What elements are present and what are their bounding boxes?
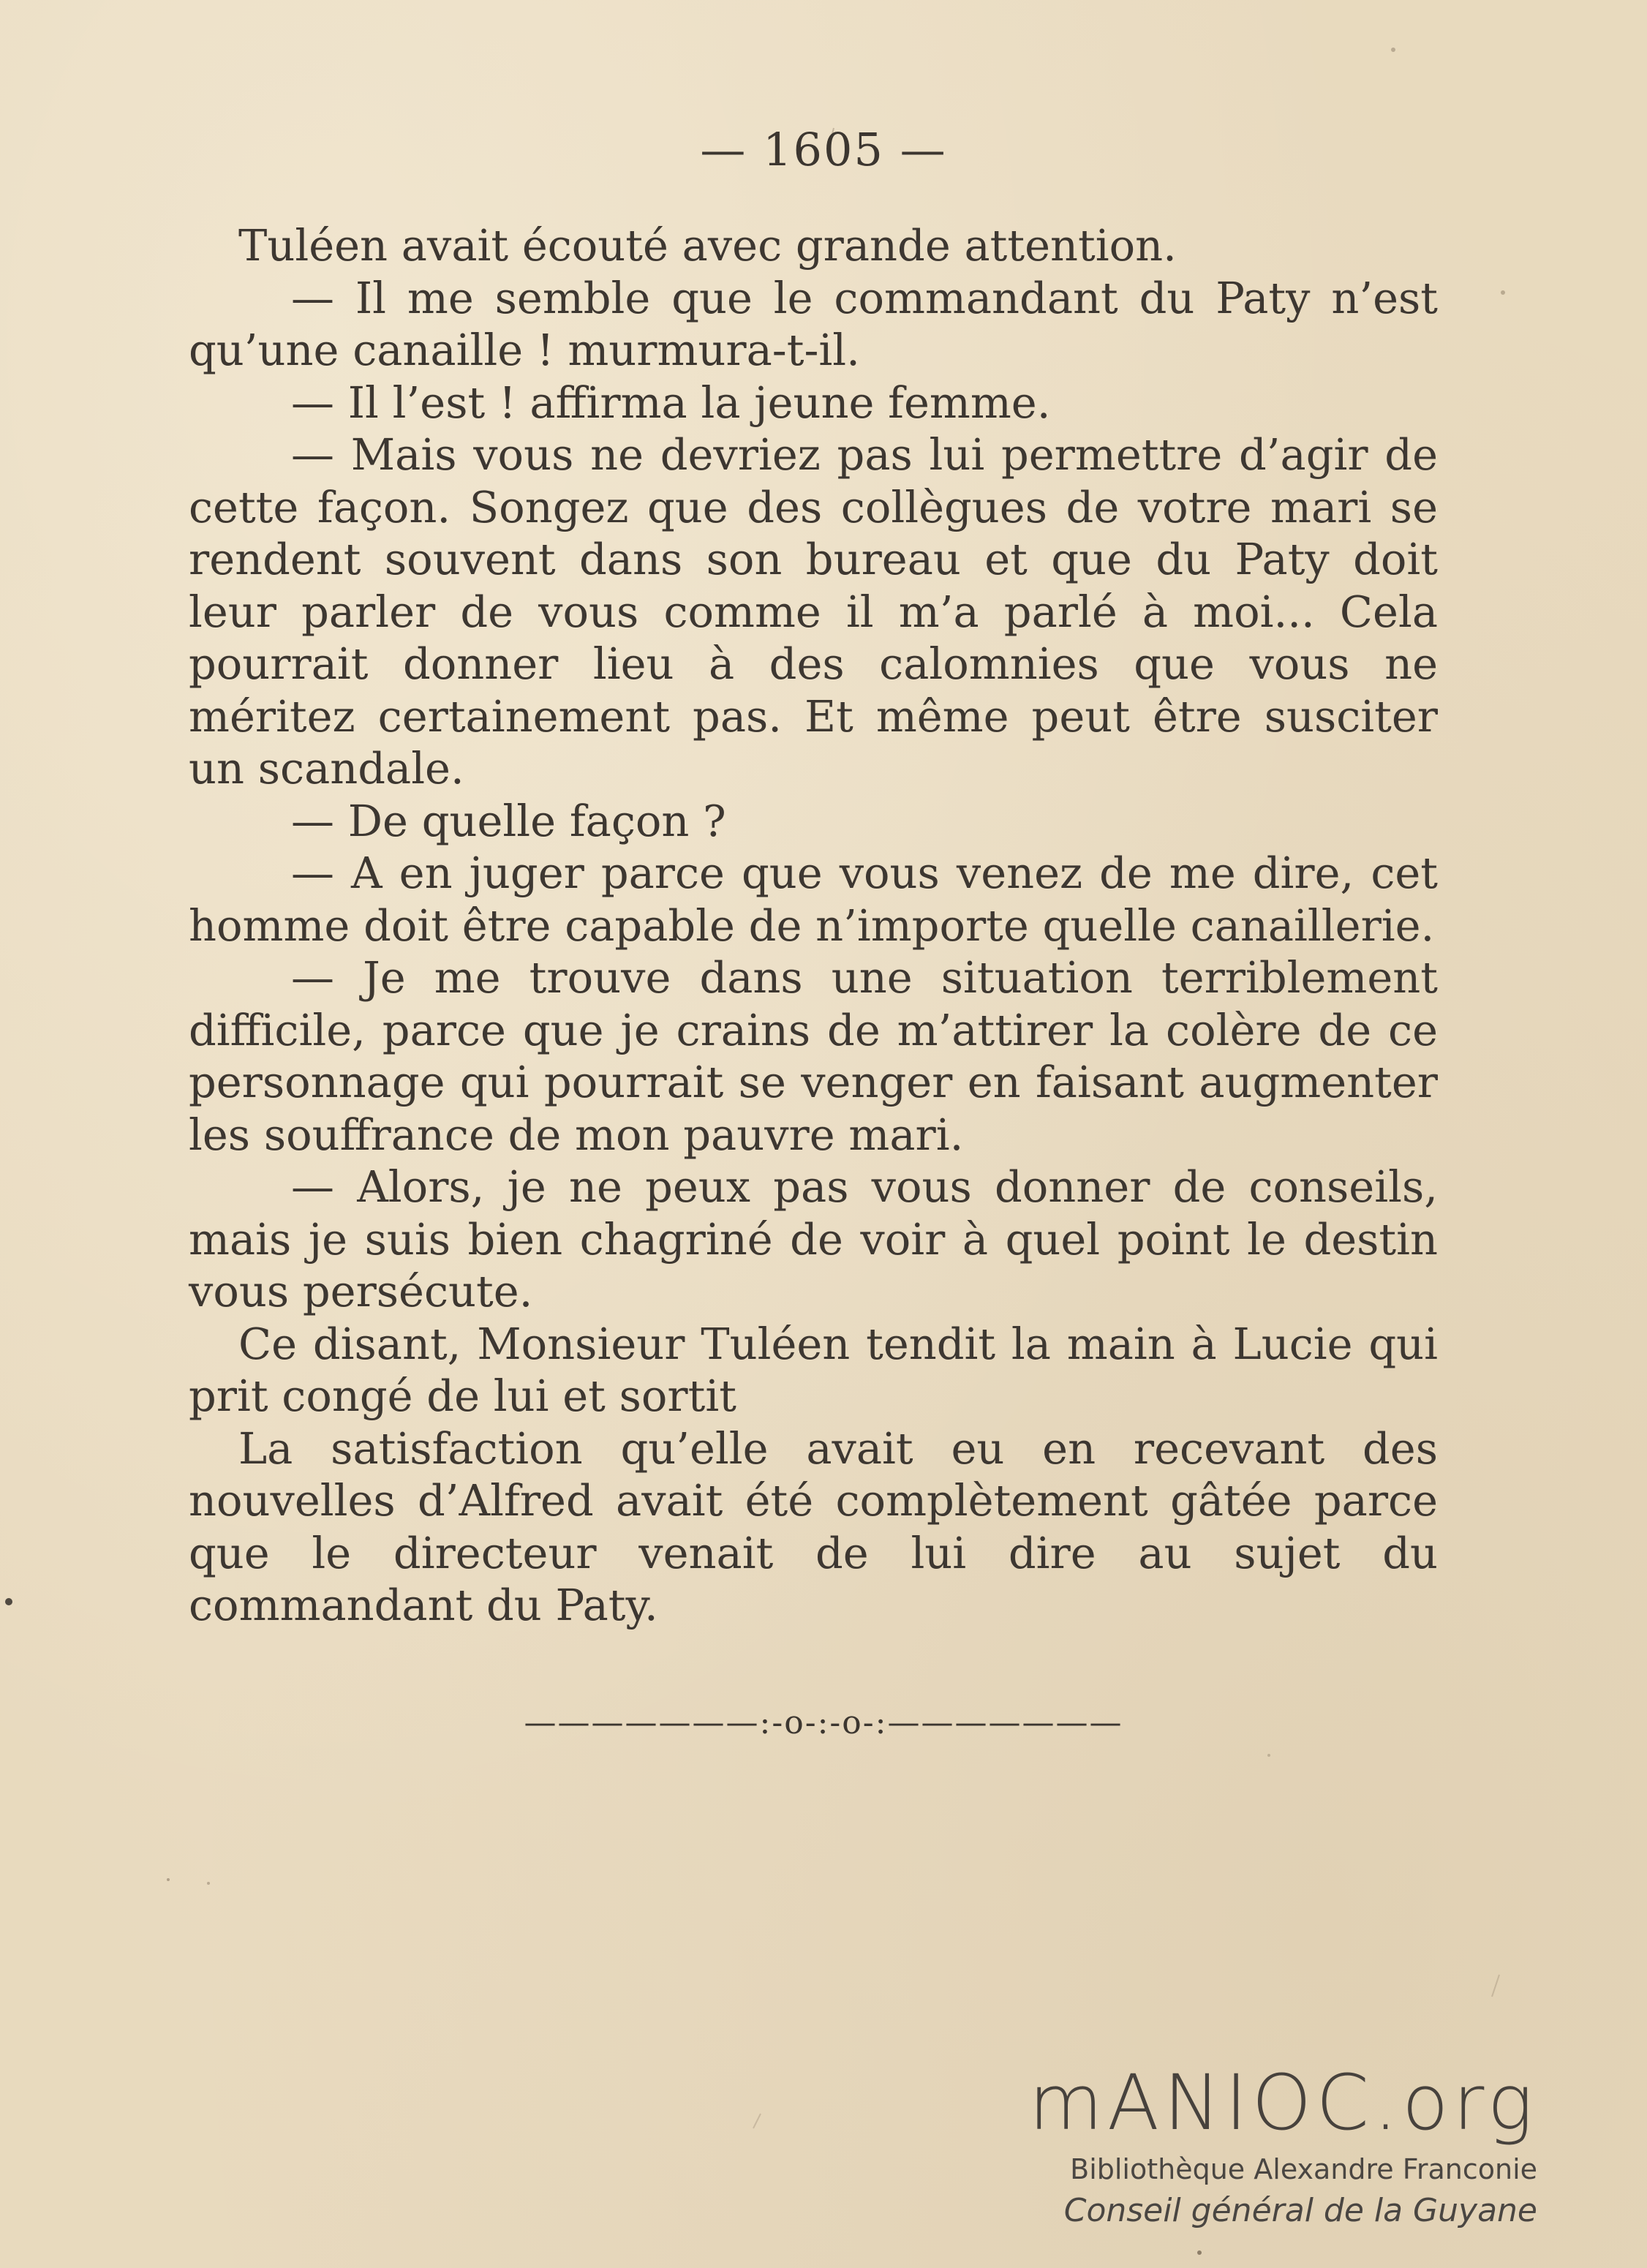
paragraph-7: — Je me trouve dans une situation terriblement difficile, parce que je crains de m’attirer la colère de ce personnage qui pourrait se venger en faisant augmenter les souffrance de mon pauvre mari. [189,952,1438,1160]
body-text [189,219,1438,1632]
paragraph-5: — De quelle façon ? [291,795,726,846]
paragraph-8: — Alors, je ne peux pas vous donner de conseils, mais je suis bien chagriné de voir à quel point le destin vous persécute. [189,1161,1438,1316]
paragraph-10: La satisfaction qu’elle avait eu en recevant des nouvelles d’Alfred avait été complètement gâtée parce que le directeur venait de lui dire au sujet du commandant du Paty. [189,1423,1438,1630]
page-number: — 1605 — [700,123,947,176]
watermark-council: Conseil général de la Guyane [1063,2192,1537,2229]
paragraph-3: — Il l’est ! affirma la jeune femme. [291,377,1051,428]
paragraph-4: — Mais vous ne devriez pas lui permettre d’agir de cette façon. Songez que des collègues de votre mari se rendent souvent dans son bureau et que du Paty doit leur parler de vous comme il m’a parlé à moi... Cela pourrait donner lieu à des calomnies que vous ne méritez certainement pas. Et même peut être susciter un scandale. [189,429,1438,794]
section-separator: ———————:-o-:-o-:——————— [524,1704,1123,1741]
watermark-logo: mANIOC.org [1028,2058,1537,2147]
paragraph-9: Ce disant, Monsieur Tuléen tendit la main à Lucie qui prit congé de lui et sortit [189,1318,1438,1421]
watermark [1025,2058,1537,2232]
paragraph-2: — Il me semble que le commandant du Paty n’est qu’une canaille ! murmura-t-il. [189,272,1438,375]
watermark-library: Bibliothèque Alexandre Franconie [1070,2153,1537,2185]
paragraph-6: — A en juger parce que vous venez de me dire, cet homme doit être capable de n’importe quelle canaillerie. [189,848,1438,951]
paragraph-1: Tuléen avait écouté avec grande attention. [238,220,1177,271]
